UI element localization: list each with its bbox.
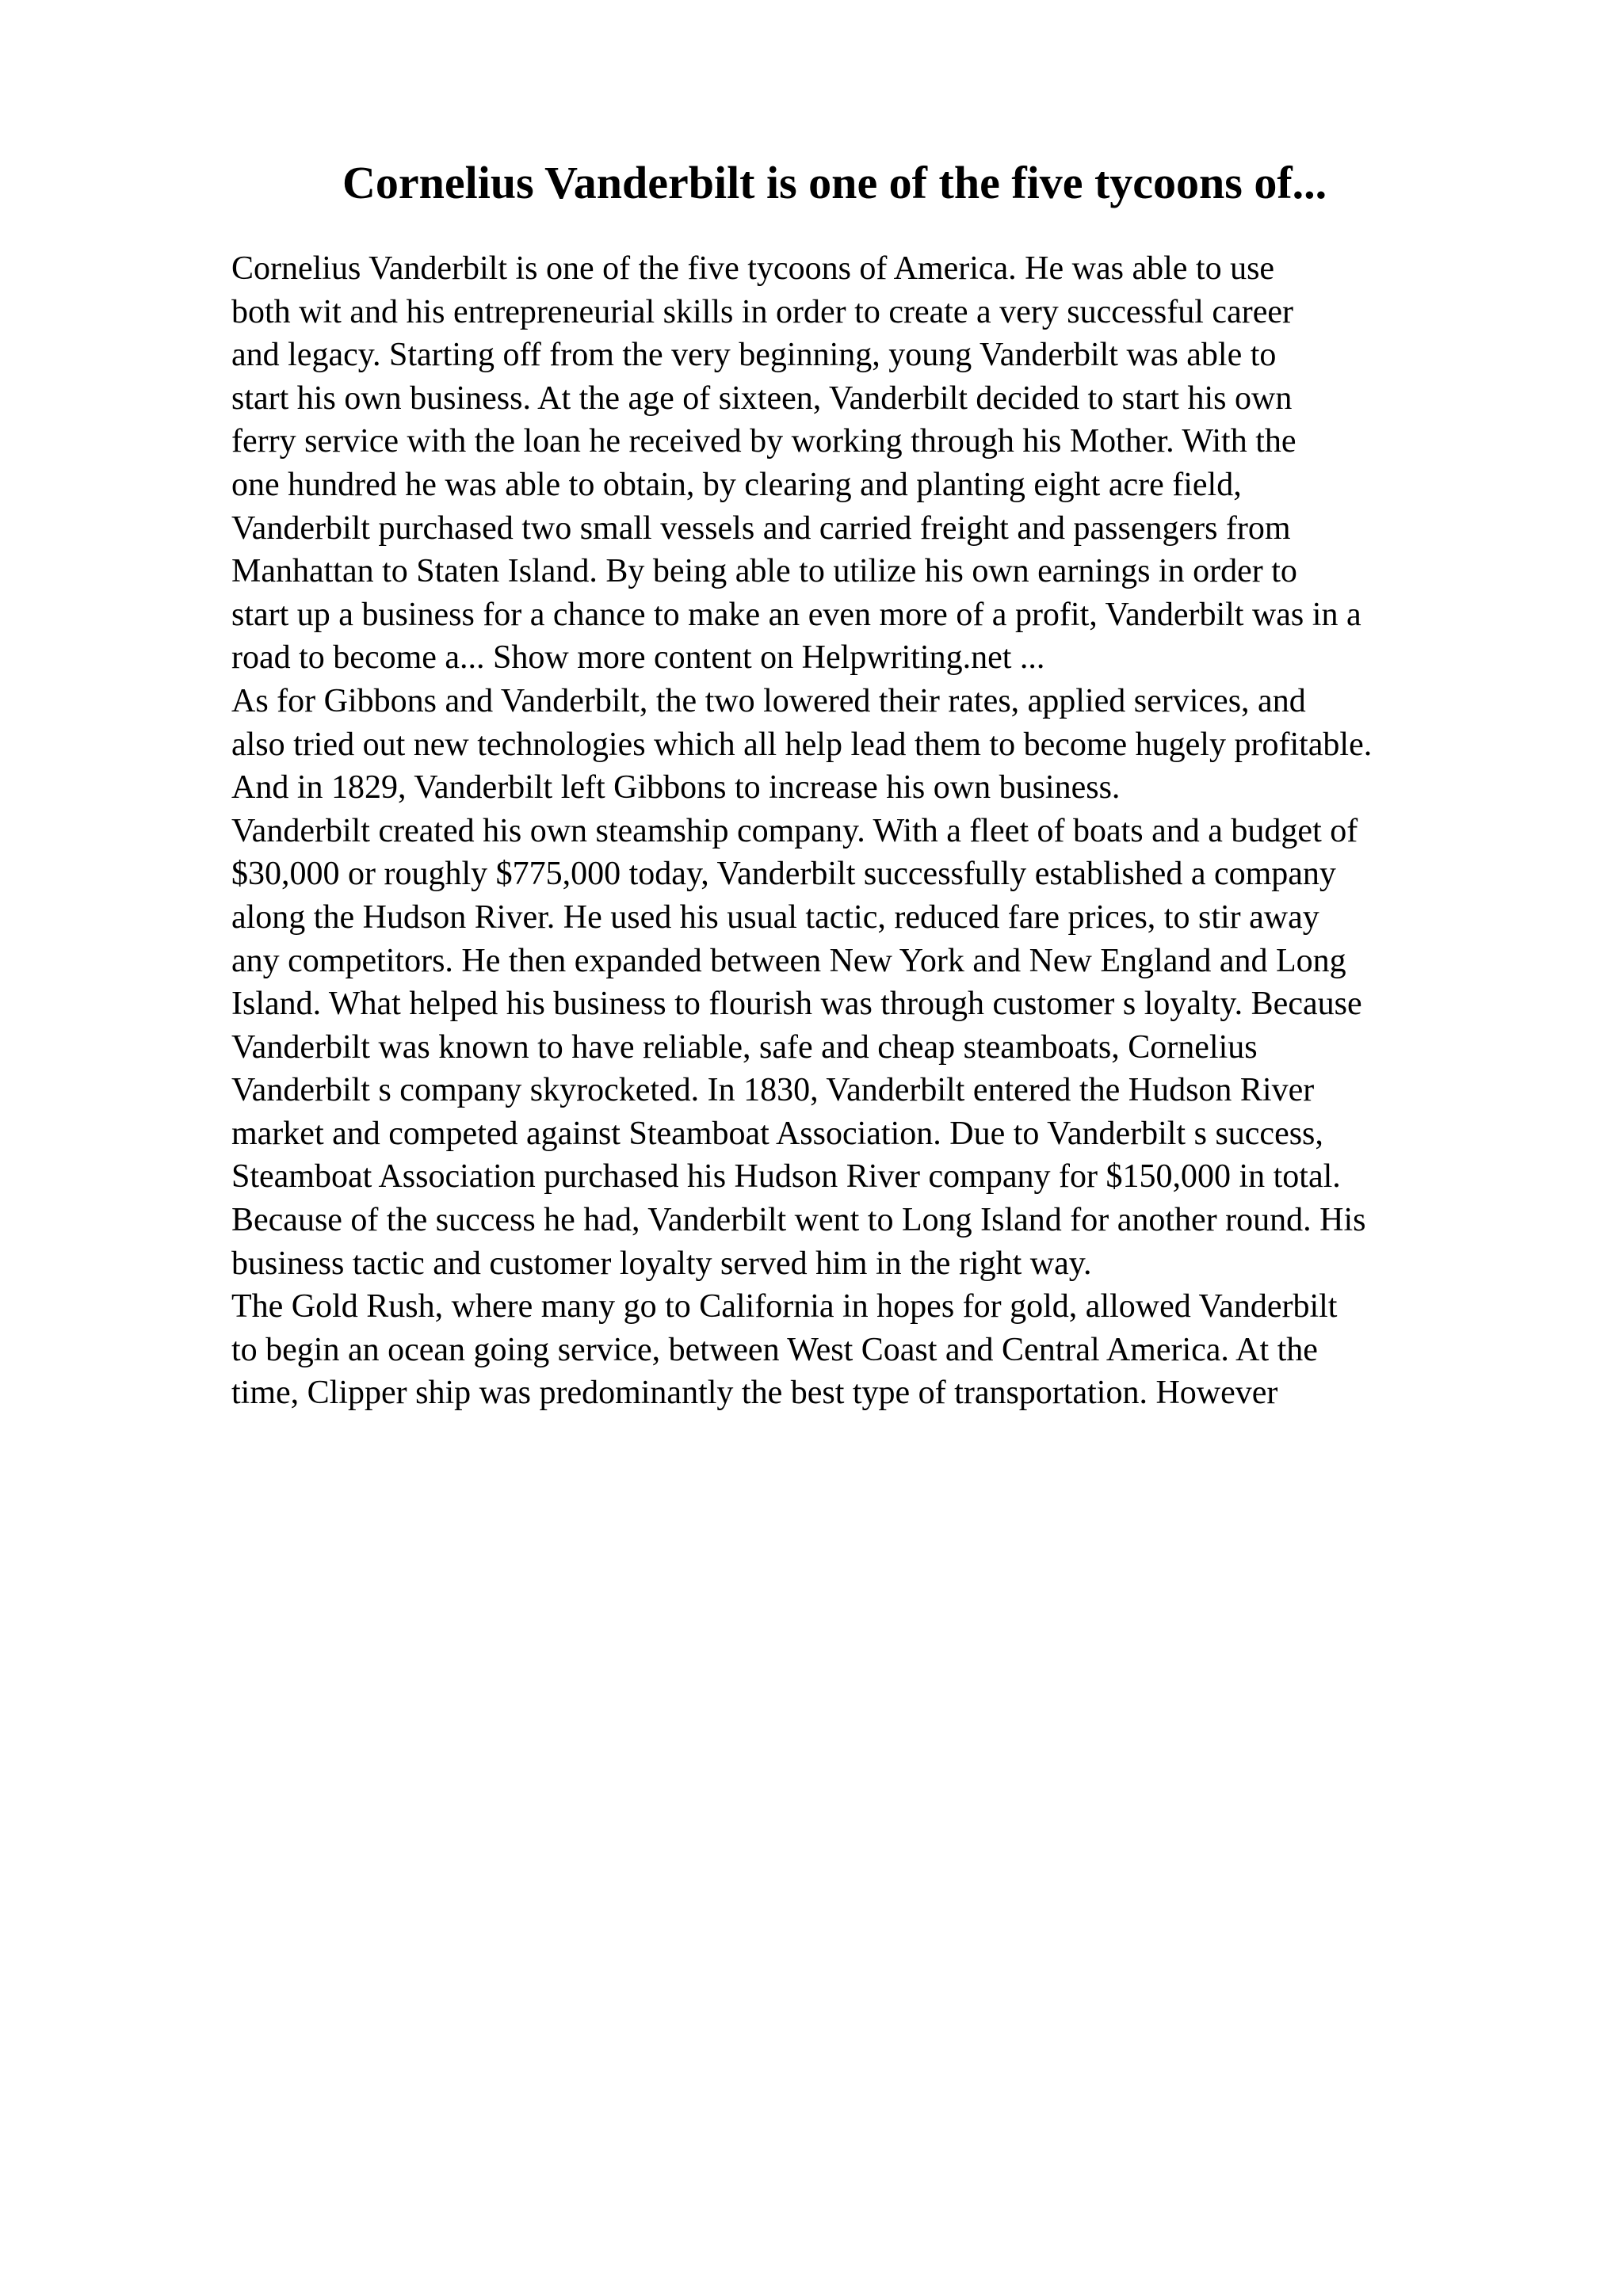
- body-line: Vanderbilt created his own steamship company. With a fleet of boats and a budget of: [231, 812, 1358, 849]
- body-line: along the Hudson River. He used his usual tactic, reduced fare prices, to stir away: [231, 898, 1319, 936]
- body-line: and legacy. Starting off from the very beginning, young Vanderbilt was able to: [231, 337, 1277, 374]
- body-line: Island. What helped his business to flourish was through customer s loyalty. Because: [231, 986, 1362, 1023]
- body-line: start up a business for a chance to make an even more of a profit, Vanderbilt was in a: [231, 596, 1361, 633]
- body-line: both wit and his entrepreneurial skills in order to create a very successful career: [231, 293, 1293, 330]
- body-line: ferry service with the loan he received by working through his Mother. With the: [231, 423, 1296, 460]
- body-line: market and competed against Steamboat Association. Due to Vanderbilt s success,: [231, 1115, 1323, 1152]
- body-line: Manhattan to Staten Island. By being able to utilize his own earnings in order to: [231, 553, 1297, 590]
- body-line: And in 1829, Vanderbilt left Gibbons to increase his own business.: [231, 769, 1121, 807]
- body-line: Cornelius Vanderbilt is one of the five tycoons of America. He was able to use: [231, 250, 1275, 287]
- body-line: road to become a... Show more content on Helpwriting.net ...: [231, 639, 1045, 677]
- body-line: As for Gibbons and Vanderbilt, the two lowered their rates, applied services, and: [231, 682, 1306, 719]
- body-line: Vanderbilt purchased two small vessels and carried freight and passengers from: [231, 509, 1291, 547]
- body-line: Vanderbilt s company skyrocketed. In 1830, Vanderbilt entered the Hudson River: [231, 1072, 1315, 1109]
- document-body: [231, 247, 1515, 1415]
- body-line: Because of the success he had, Vanderbilt went to Long Island for another round. His: [231, 1202, 1366, 1239]
- body-line: start his own business. At the age of sixteen, Vanderbilt decided to start his own: [231, 379, 1293, 417]
- body-line: The Gold Rush, where many go to California in hopes for gold, allowed Vanderbilt: [231, 1288, 1338, 1325]
- body-line: Steamboat Association purchased his Hudson River company for $150,000 in total.: [231, 1158, 1341, 1196]
- body-line: to begin an ocean going service, between West Coast and Central America. At the: [231, 1331, 1318, 1368]
- body-line: Vanderbilt was known to have reliable, safe and cheap steamboats, Cornelius: [231, 1028, 1258, 1066]
- body-line: also tried out new technologies which all help lead them to become hugely profitable.: [231, 726, 1373, 763]
- body-line: $30,000 or roughly $775,000 today, Vanderbilt successfully established a company: [231, 856, 1336, 893]
- body-line: one hundred he was able to obtain, by clearing and planting eight acre field,: [231, 466, 1242, 503]
- body-line: business tactic and customer loyalty served him in the right way.: [231, 1245, 1092, 1282]
- document-title: Cornelius Vanderbilt is one of the five tycoons of...: [342, 157, 1327, 208]
- body-line: any competitors. He then expanded between New York and New England and Long: [231, 942, 1346, 979]
- body-line: time, Clipper ship was predominantly the best type of transportation. However: [231, 1375, 1278, 1412]
